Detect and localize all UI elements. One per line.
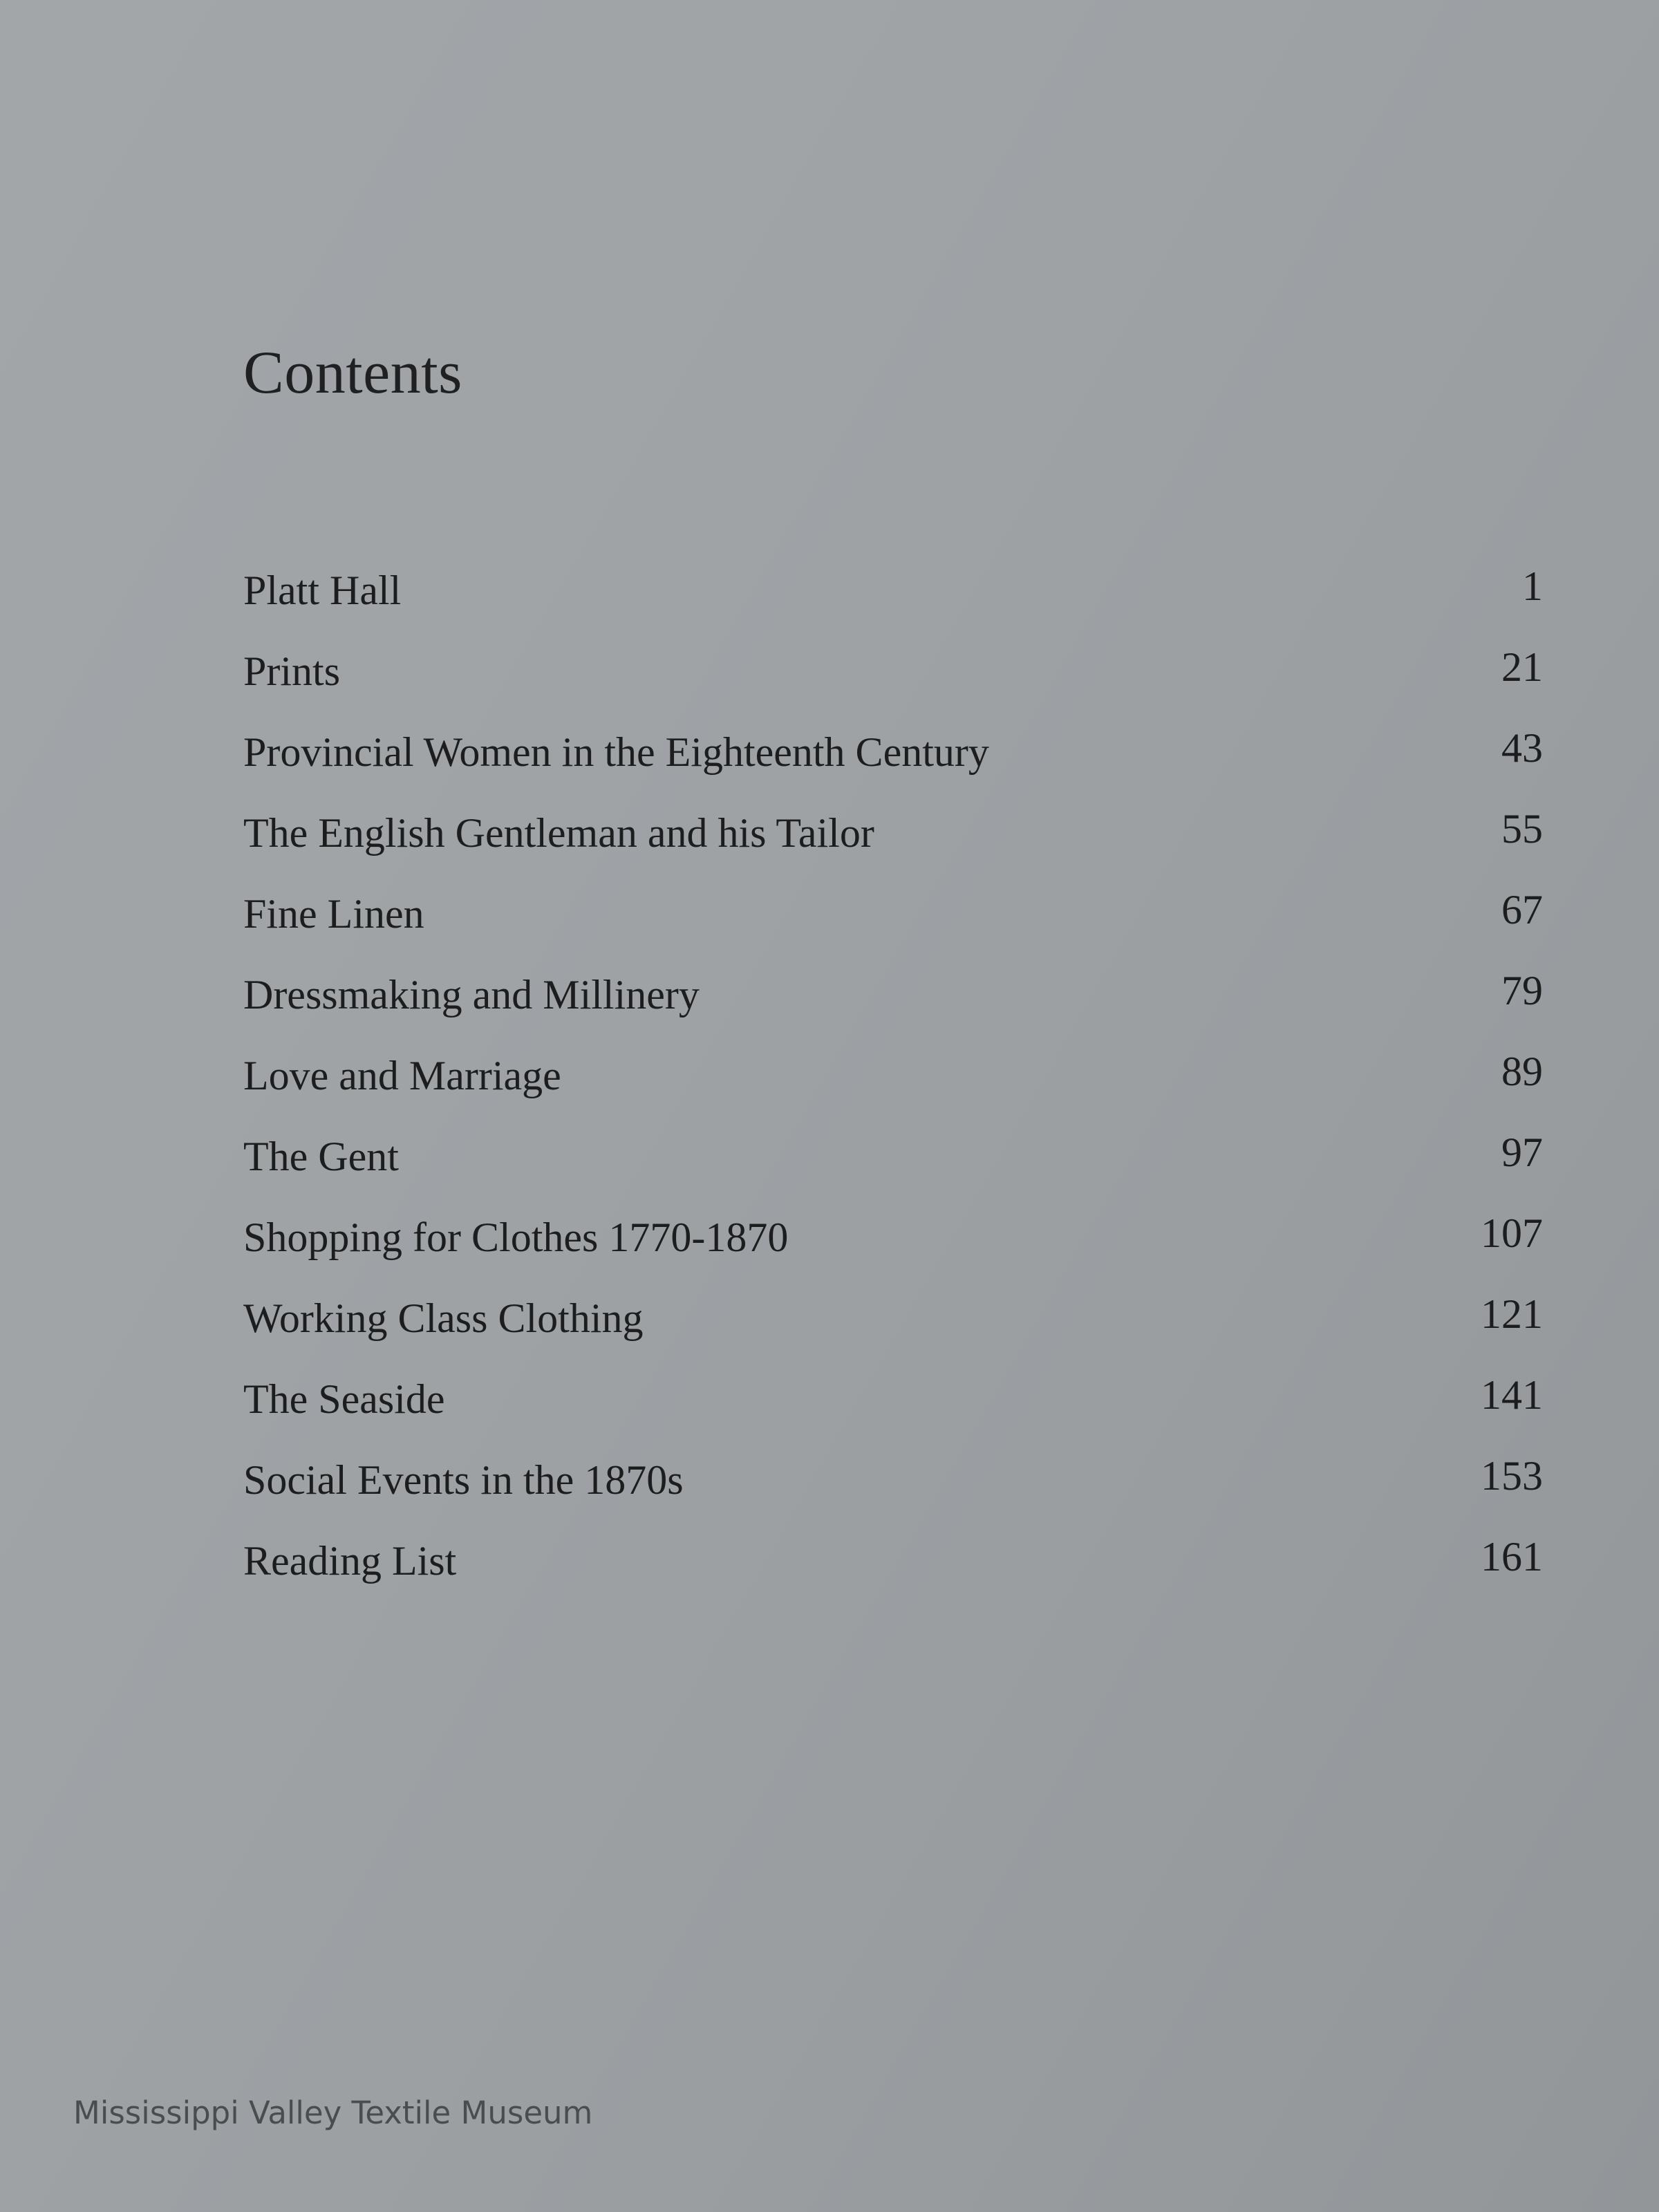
toc-entry-title: Reading List (243, 1538, 457, 1584)
toc-entry (243, 1212, 1543, 1293)
toc-entry-title: Shopping for Clothes 1770-1870 (243, 1215, 789, 1260)
toc-entry-title: Dressmaking and Millinery (243, 972, 700, 1018)
toc-entry (243, 970, 1543, 1051)
toc-entry-page-number: 89 (1501, 1049, 1543, 1094)
toc-entry-page-number: 153 (1481, 1453, 1543, 1499)
toc-entry-page-number: 1 (1522, 563, 1543, 609)
toc-entry (243, 1132, 1543, 1212)
page-title: Contents (243, 339, 462, 406)
toc-entry (243, 646, 1543, 727)
toc-entry (243, 727, 1543, 808)
toc-entry-title: Fine Linen (243, 891, 424, 937)
toc-entry (243, 1536, 1543, 1617)
toc-entry-page-number: 121 (1481, 1291, 1543, 1337)
toc-entry-page-number: 141 (1481, 1372, 1543, 1418)
toc-entry-page-number: 67 (1501, 887, 1543, 932)
toc-entry-title: Platt Hall (243, 568, 402, 613)
toc-entry (243, 1455, 1543, 1536)
table-of-contents (243, 565, 1543, 1617)
toc-entry (243, 889, 1543, 970)
toc-entry-page-number: 43 (1501, 725, 1543, 771)
toc-entry (243, 1374, 1543, 1455)
toc-entry-title: The Gent (243, 1134, 399, 1179)
toc-entry-page-number: 107 (1481, 1210, 1543, 1256)
toc-entry-page-number: 161 (1481, 1534, 1543, 1580)
toc-entry-title: Social Events in the 1870s (243, 1457, 684, 1503)
toc-entry-page-number: 97 (1501, 1130, 1543, 1175)
toc-entry (243, 1051, 1543, 1132)
toc-entry-page-number: 55 (1501, 806, 1543, 852)
toc-entry (243, 565, 1543, 646)
toc-entry-title: Love and Marriage (243, 1053, 561, 1098)
toc-entry (243, 1293, 1543, 1374)
toc-entry-title: The Seaside (243, 1376, 445, 1422)
toc-entry (243, 808, 1543, 889)
toc-entry-page-number: 79 (1501, 968, 1543, 1013)
toc-entry-title: Prints (243, 648, 341, 694)
toc-entry-title: Provincial Women in the Eighteenth Century (243, 729, 989, 775)
toc-entry-title: The English Gentleman and his Tailor (243, 810, 874, 856)
museum-watermark: Mississippi Valley Textile Museum (73, 2094, 593, 2131)
toc-entry-title: Working Class Clothing (243, 1295, 644, 1341)
toc-entry-page-number: 21 (1501, 644, 1543, 690)
